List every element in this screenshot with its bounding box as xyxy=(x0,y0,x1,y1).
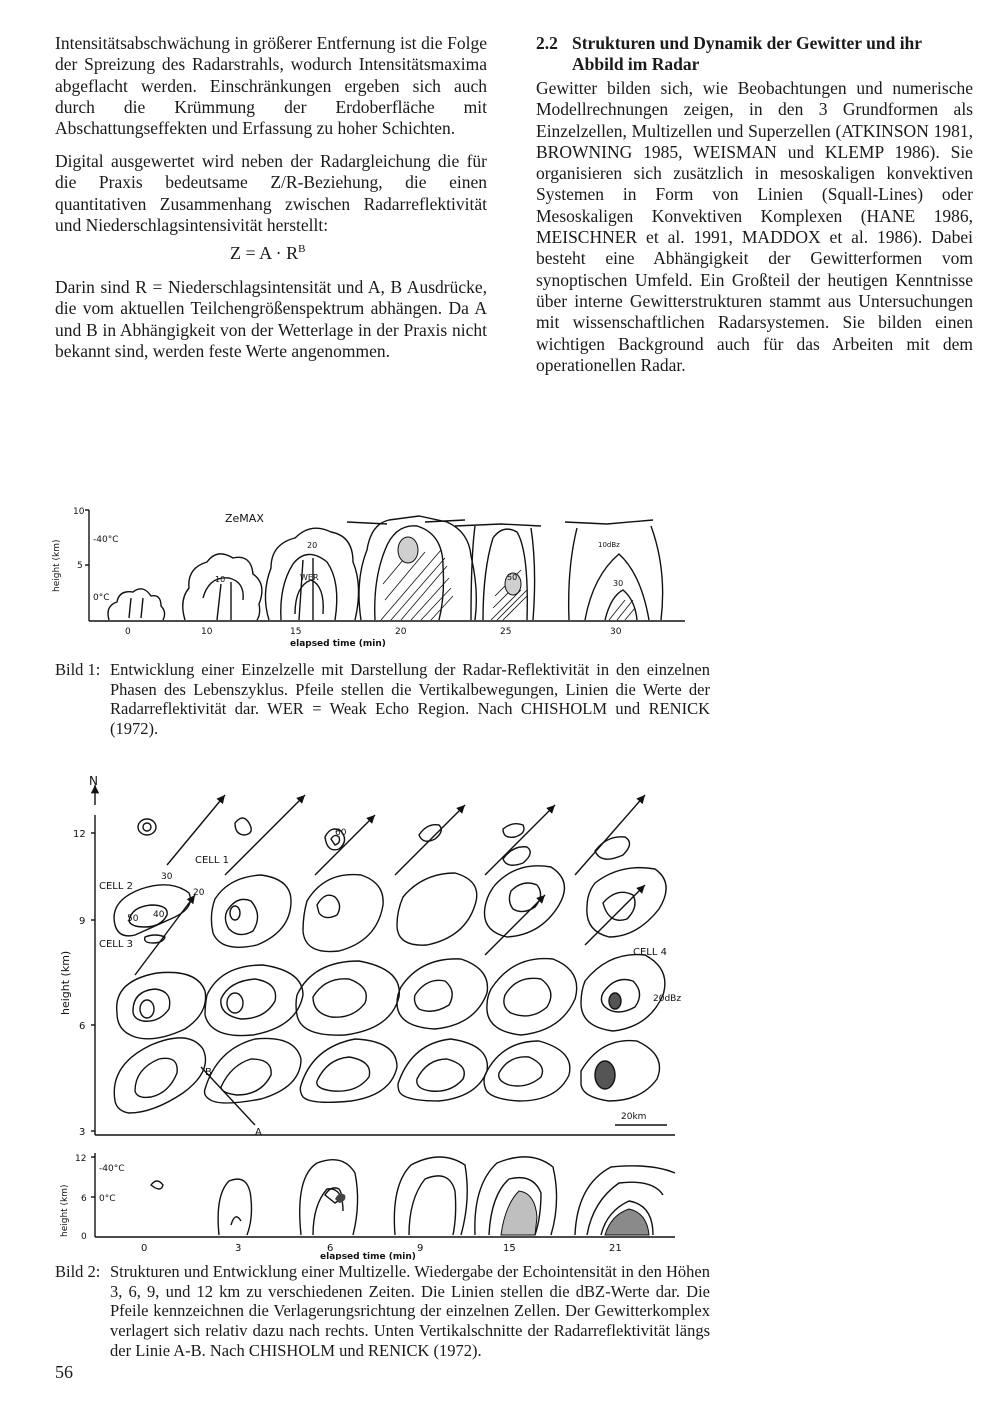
fig2-xtick-0: 0 xyxy=(141,1243,148,1254)
fig2-section-ytick-12: 12 xyxy=(75,1154,87,1164)
fig2-section-ytick-0: 0 xyxy=(81,1232,87,1242)
fig1-temp-0: 0°C xyxy=(93,593,110,603)
fig1-label-10: 10 xyxy=(215,575,226,584)
fig2-ytick-3: 3 xyxy=(79,1127,86,1138)
fig2-label-40: 40 xyxy=(153,910,165,920)
cell-stage-6 xyxy=(565,520,663,620)
fig2-section-temp-minus40: -40°C xyxy=(99,1164,125,1174)
fig1-caption-text: Entwicklung einer Einzelzelle mit Darstellung der Radar-Reflektivität in den einzelnen Phasen des Lebenszyklus. Pfeile stellen die Vertikalbewegungen, Linien die Werte der Radarreflektivität dar. WER = Weak Echo Region. Nach CHISHOLM und RENICK (1972). xyxy=(110,660,710,739)
fig1-xtick-15: 15 xyxy=(290,627,302,637)
fig2-label-a: A xyxy=(255,1127,262,1138)
fig1-label-20: 20 xyxy=(307,541,318,550)
fig1-ytick-5: 5 xyxy=(77,561,83,571)
fig1-label-30: 30 xyxy=(613,579,624,588)
cell-stage-4 xyxy=(359,516,476,620)
cell-stage-1 xyxy=(108,589,165,620)
fig1-caption-label: Bild 1: xyxy=(55,660,101,679)
fig2-xtick-6: 6 xyxy=(327,1243,334,1254)
fig2-section-temp-0: 0°C xyxy=(99,1194,116,1204)
section-number: 2.2 xyxy=(536,33,558,53)
figure-1-caption xyxy=(55,660,715,740)
fig2-label-30: 30 xyxy=(161,872,173,882)
fig1-xlabel: elapsed time (min) xyxy=(290,639,386,649)
fig2-section-ylabel: height (km) xyxy=(60,1184,70,1237)
fig2-label-b: B xyxy=(205,1067,212,1078)
fig1-label-wer: WER xyxy=(300,573,319,582)
fig1-xtick-20: 20 xyxy=(395,627,407,637)
fig2-xtick-3: 3 xyxy=(235,1243,242,1254)
fig2-xtick-9: 9 xyxy=(417,1243,424,1254)
fig2-label-60: 60 xyxy=(335,828,347,838)
fig2-ylabel: height (km) xyxy=(59,950,72,1015)
label-cell-2: CELL 2 xyxy=(99,881,133,892)
label-cell-3: CELL 3 xyxy=(99,939,133,950)
label-cell-4: CELL 4 xyxy=(633,947,667,958)
fig2-ytick-9: 9 xyxy=(79,916,86,927)
figure-1-single-cell xyxy=(45,500,695,650)
fig2-xtick-21: 21 xyxy=(609,1243,622,1254)
label-cell-1: CELL 1 xyxy=(195,855,229,866)
fig1-ylabel: height (km) xyxy=(52,539,62,592)
paragraph-zr-relation: Digital ausgewertet wird neben der Radargleichung die für die Praxis bedeutsame Z/R-Beziehung, die einen quantitativen Zusammenhang zwischen Radarreflektivität und Niederschlagsintensivität herstellt: xyxy=(55,151,487,235)
fig2-label-20: 20 xyxy=(193,888,205,898)
fig2-ytick-6: 6 xyxy=(79,1021,86,1032)
fig2-ytick-12: 12 xyxy=(73,829,86,840)
section-heading xyxy=(536,33,976,77)
page-number: 56 xyxy=(55,1362,73,1382)
fig2-xtick-15: 15 xyxy=(503,1243,516,1254)
fig1-xtick-30: 30 xyxy=(610,627,622,637)
formula-main: Z = A · R xyxy=(230,243,299,263)
cell-stage-2 xyxy=(183,554,262,620)
paragraph-coefficients: Darin sind R = Niederschlagsintensität und A, B Ausdrücke, die vom aktuellen Teilchengrößenspektrum abhängen. Da A und B in Abhängigkeit von der Wetterlage in der Praxis nicht bekannt sind, werden feste Werte angenommen. xyxy=(55,277,487,361)
fig1-label-10dbz: 10dBz xyxy=(598,541,620,549)
figure-2-multicell xyxy=(55,775,695,1260)
fig1-xtick-25: 25 xyxy=(500,627,512,637)
fig2-label-20dbz: 20dBz xyxy=(653,994,682,1004)
fig1-xtick-10: 10 xyxy=(201,627,213,637)
zr-formula xyxy=(230,243,306,264)
fig2-xlabel: elapsed time (min) xyxy=(320,1252,416,1260)
paragraph-thunderstorm-forms: Gewitter bilden sich, wie Beobachtungen und numerische Modellrechnungen zeigen, in den 3 Grundformen als Einzelzellen, Multizellen und Superzellen (ATKINSON 1981, BROWNING 1985, WEISMAN und KLEMP 1986). Sie organisieren sich zusätzlich in mesoskaligen konvektiven Systemen in Form von Linien (Squall-Lines) oder Mesoskaligen Konvektiven Komplexen (HANE 1986, MEISCHNER et al. 1991, MADDOX et al. 1986). Dabei besteht eine Abhängigkeit der Gewitterformen vom synoptischen Umfeld. Ein Großteil der heutigen Kenntnisse über interne Gewitterstrukturen stammt aus Untersuchungen mit wissenschaftlichen Radarsystemen. Sie bilden einen wichtigen Background auch für das Arbeiten mit dem operationellen Radar. xyxy=(536,78,973,375)
fig1-label-50: 50 xyxy=(507,573,518,582)
formula-exponent: B xyxy=(298,243,306,255)
paragraph-intensity-attenuation: Intensitätsabschwächung in größerer Entfernung ist die Folge der Spreizung des Radarstrahls, wodurch Intensitätsmaxima abgeflacht werden. Einschränkungen ergeben sich auch durch die Krümmung der Erdoberfläche mit Abschattungseffekten und Erfassung zu hoher Schichten. xyxy=(55,33,487,139)
section-title: Strukturen und Dynamik der Gewitter und ihr Abbild im Radar xyxy=(572,33,922,74)
fig1-xtick-0: 0 xyxy=(125,627,131,637)
fig2-scale-label: 20km xyxy=(621,1112,647,1122)
fig1-temp-minus40: -40°C xyxy=(93,535,119,545)
fig1-ytick-10: 10 xyxy=(73,507,85,517)
fig2-label-50: 50 xyxy=(127,914,139,924)
cell-stage-5 xyxy=(455,524,541,620)
fig2-section-ytick-6: 6 xyxy=(81,1194,87,1204)
north-label: N xyxy=(89,775,98,788)
figure-2-caption xyxy=(55,1262,715,1360)
fig2-caption-text: Strukturen und Entwicklung einer Multizelle. Wiedergabe der Echointensität in den Höhen 3, 6, 9, und 12 km zu verschiedenen Zeiten. Die Linien stellen die dBZ-Werte dar. Die Pfeile kennzeichnen die Verlagerungsrichtung der einzelnen Zellen. Der Gewitterkomplex verlagert sich relativ dazu nach rechts. Unten Vertikalschnitte der Radarreflektivität längs der Linie A-B. Nach CHISHOLM und RENICK (1972). xyxy=(110,1262,710,1360)
fig2-caption-label: Bild 2: xyxy=(55,1262,101,1281)
fig1-label-zemax: ZeMAX xyxy=(225,512,264,525)
